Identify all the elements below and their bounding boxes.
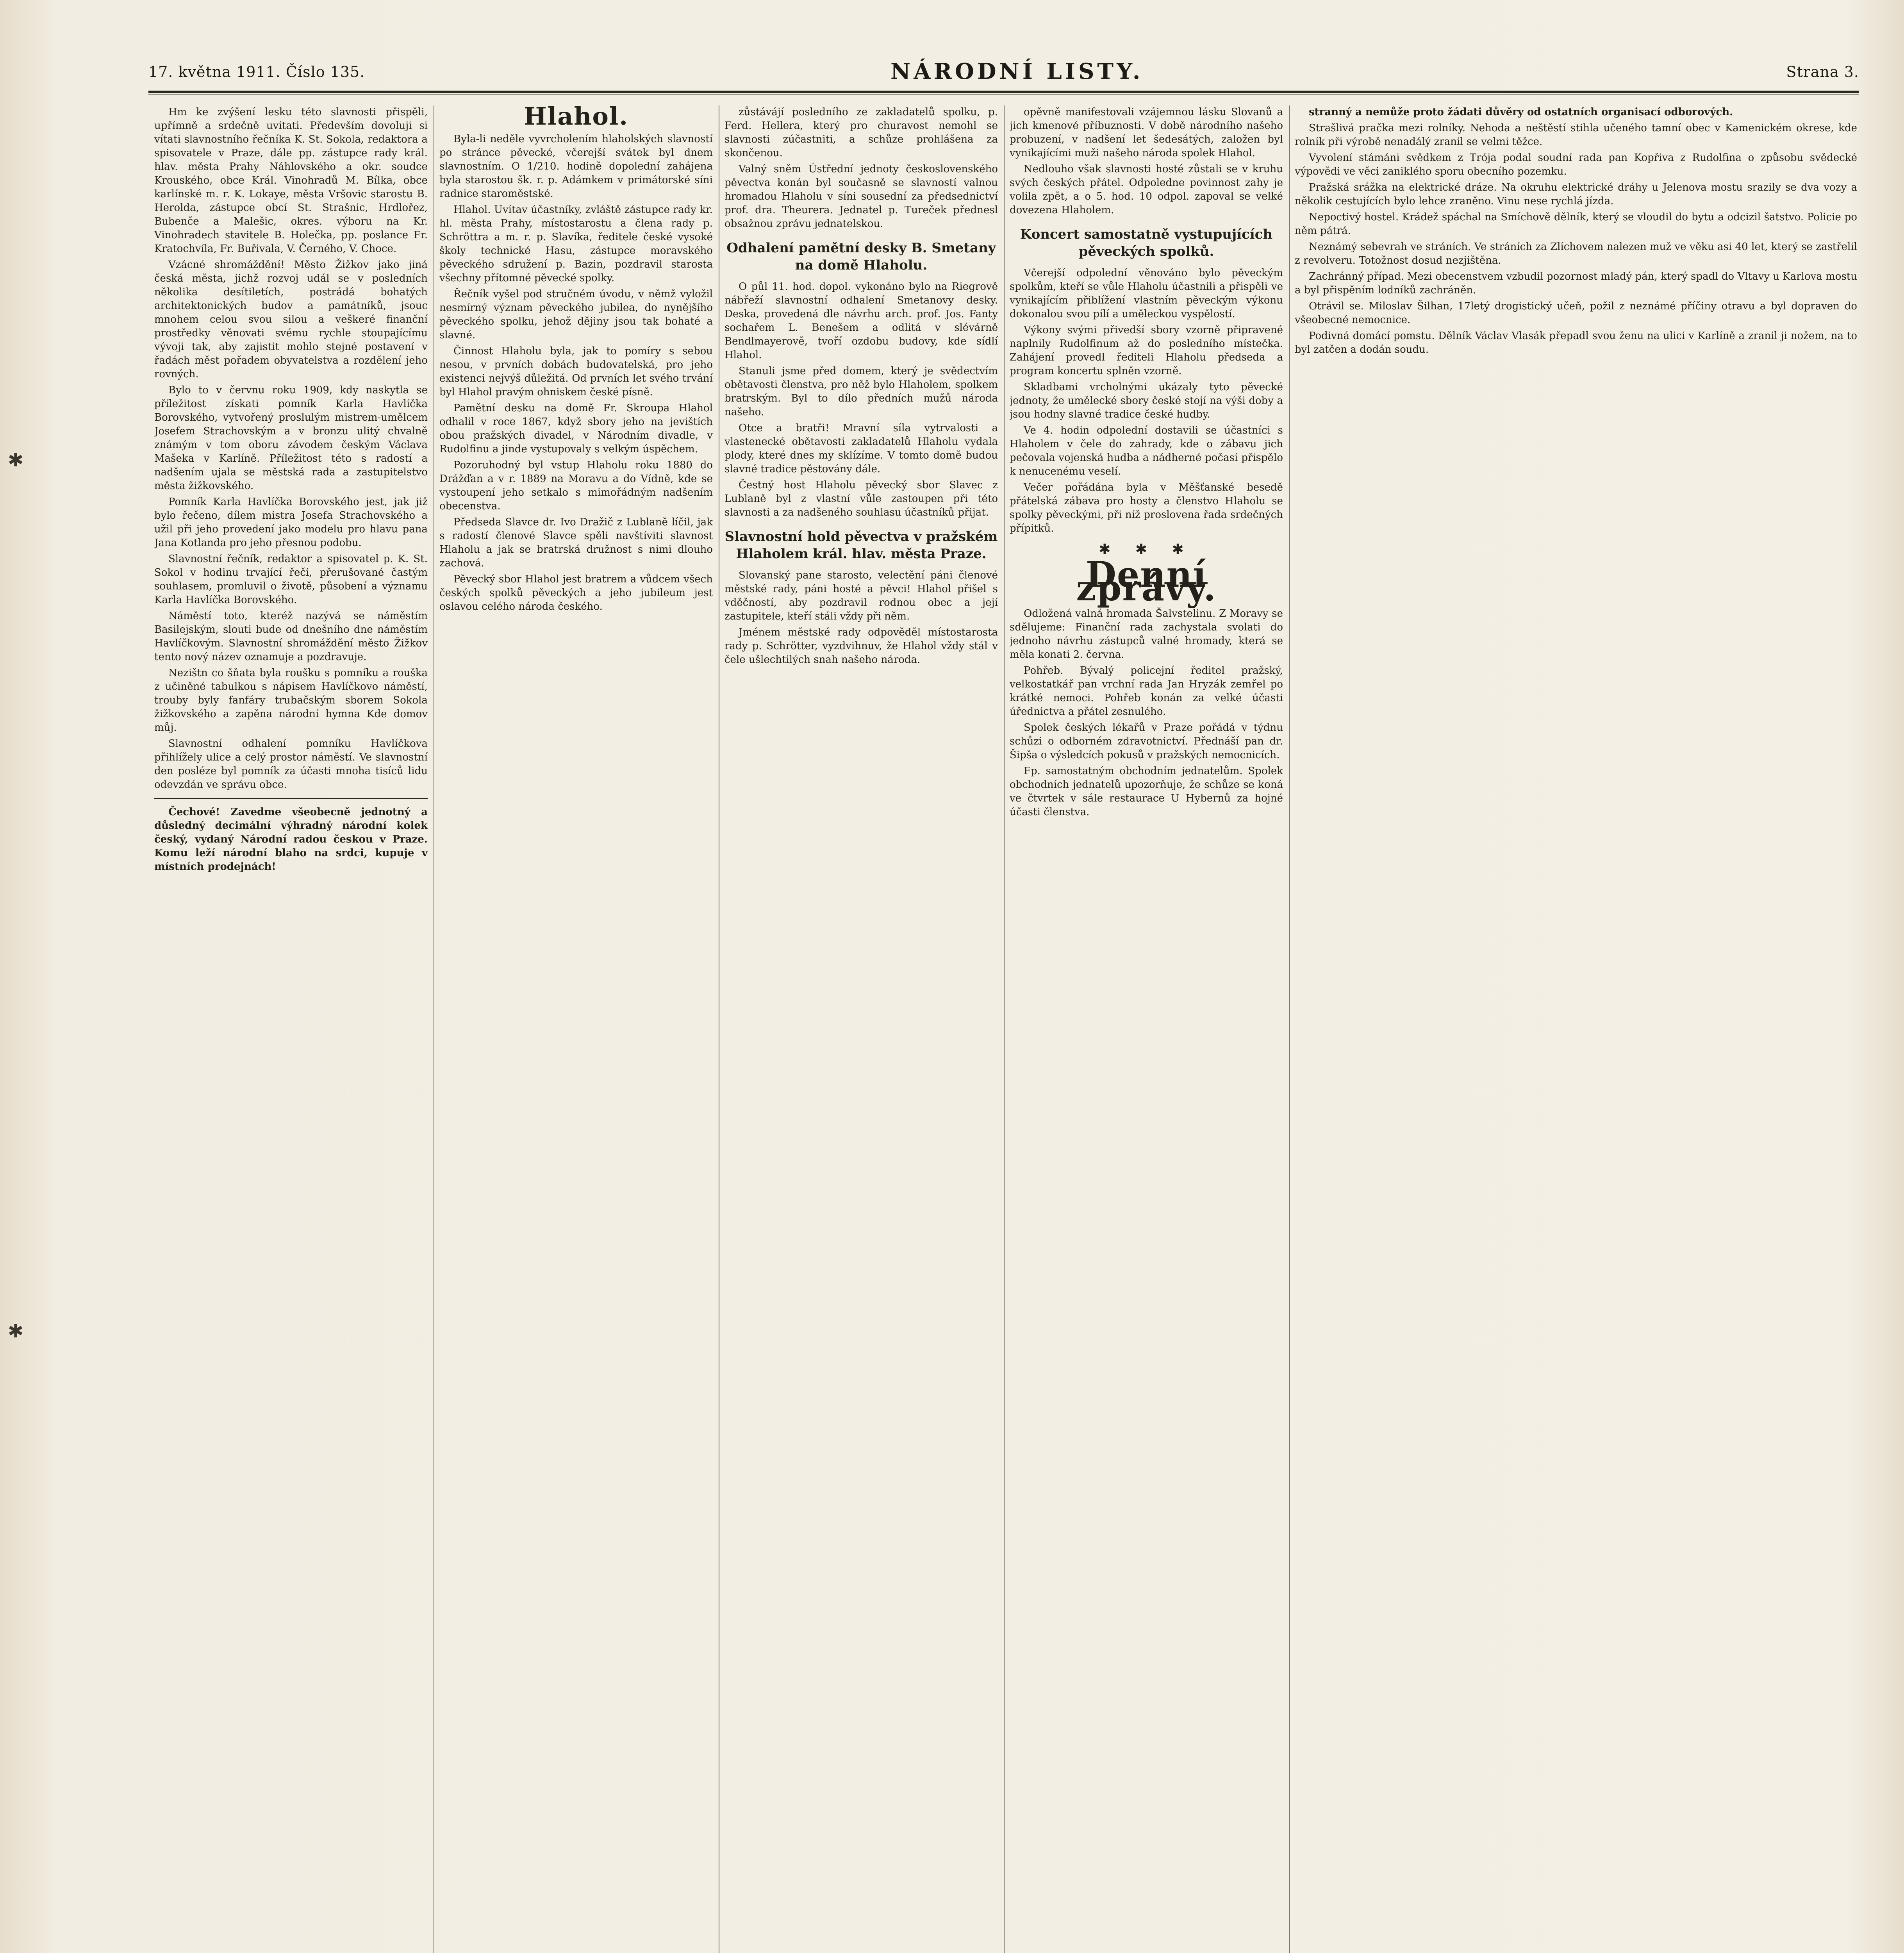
section-title: Odhalení pamětní desky B. Smetany na domě Hlaholu. (726, 240, 996, 273)
column-4 (1010, 105, 1283, 1953)
separator-stars: ✱ ✱ ✱ (1099, 541, 1194, 557)
paragraph: Vyvolení stámáni svědkem z Trója podal soudní rada pan Kopřiva z Rudolfina o způsobu svědecké výpovědi ve věci zaniklého sporu obecního pozemku. (1295, 152, 1857, 177)
paragraph: Byla-li neděle vyvrcholením hlaholských slavností po stránce pěvecké, včerejší svátek byl dnem slavnostním. O 1/210. hodině dopolední zahájena byla starostou šk. r. p. Adámkem v primátorské síni radnice staroměstské. (439, 133, 713, 200)
issue-date: 17. května 1911. Číslo 135. (148, 63, 365, 80)
masthead-title: NÁRODNÍ LISTY. (890, 59, 1144, 84)
section-title: Slavnostní hold pěvectva v pražském Hlaholem král. hlav. města Praze. (724, 529, 998, 562)
paragraph: Podivná domácí pomstu. Dělník Václav Vlasák přepadl svou ženu na ulici v Karlíně a zranil ji nožem, na to byl zatčen a dodán soudu. (1295, 330, 1857, 355)
paragraph: Skladbami vrcholnými ukázaly tyto pěvecké jednoty, že umělecké sbory české stojí na výši doby a jsou hodny slavné tradice české hudby. (1010, 381, 1283, 420)
header-rule (148, 91, 1859, 93)
paragraph: Pražská srážka na elektrické dráze. Na okruhu elektrické dráhy u Jelenova mostu srazily se dva vozy a několik cestujících bylo lehce zraněno. Vinu nese rychlá jízda. (1295, 182, 1857, 207)
column-divider (1289, 105, 1290, 1953)
paragraph: Nepoctivý hostel. Krádež spáchal na Smíchově dělník, který se vloudil do bytu a odcizil šatstvo. Policie po něm pátrá. (1295, 211, 1857, 237)
paragraph: Hm ke zvýšení lesku této slavnosti přispěli, upřímně a srdečně uvítati. Především dovoluji si vítati slavnostního řečníka K. St. Sokola, redaktora a spisovatele v Praze, dále pp. zástupce rady král. hlav. města Prahy Náhlovského a okr. soudce Krouského, obce Král. Vinohradů M. Bílka, obce karlínské m. r. K. Lokaye, města Vršovic starostu B. Herolda, zástupce obcí St. Strašnic, Hrdlořez, Bubenče a Malešic, okres. výboru na Kr. Vinohradech stavitele B. Holečka, pp. poslance Fr. Kratochvíla, Fr. Buřivala, V. Černého, V. Choce. (154, 106, 428, 255)
paragraph: Výkony svými přivedší sbory vzorně připravené naplnily Rudolfinum až do posledního místečka. Zahájení provedl řediteli Hlaholu předseda a program koncertu splněn vzorně. (1010, 324, 1283, 377)
paragraph: Pohřeb. Bývalý policejní ředitel pražský, velkostatkář pan vrchní rada Jan Hryzák zemřel po krátké nemoci. Pohřeb konán za velké účasti úřednictva a přátel zesnulého. (1010, 665, 1283, 718)
column-3 (724, 105, 998, 1953)
paragraph: Řečník vyšel pod stručném úvodu, v němž vyložil nesmírný význam pěveckého jubilea, do nynějšího pěveckého spolku, jehož dějiny jsou tak bohaté a slavné. (439, 288, 713, 341)
paragraph: stranný a nemůže proto žádati důvěry od ostatních organisací odborových. (1309, 106, 1733, 118)
paragraph: Slovanský pane starosto, velectění páni členové městské rady, páni hosté a pěvci! Hlahol přišel s vděčností, aby pozdravil rodnou obec a její zastupitele, kteří stáli vždy při něm. (724, 569, 998, 622)
paragraph: Předseda Slavce dr. Ivo Dražič z Lublaně líčil, jak s radostí členové Slavce spěli navštíviti slavnost Hlaholu a jak se bratrská družnost s nimi dlouho zachová. (439, 516, 713, 569)
paragraph: Vzácné shromáždění! Město Žižkov jako jiná česká města, jichž rozvoj udál se v posledních několika desítiletích, postrádá bohatých architektonických budov a památníků, jsouc mnohem celou svou silou a veškeré finanční prostředky věnovati svému rychle stoupajícímu vývoji tak, aby zajistit mohlo stejné postavení v řadách měst pořadem obyvatelstva a rozdělení jeho rovných. (154, 259, 428, 380)
paragraph: Zachránný případ. Mezi obecenstvem vzbudil pozornost mladý pán, který spadl do Vltavy u Karlova mostu a byl přispěním lodníků zachráněn. (1295, 271, 1857, 296)
paragraph: Spolek českých lékařů v Praze pořádá v týdnu schůzi o odborném zdravotnictví. Přednáší pan dr. Šipša o výsledcích pokusů v pražských nemocnicích. (1010, 722, 1283, 761)
paragraph: O půl 11. hod. dopol. vykonáno bylo na Riegrově nábřeží slavnostní odhalení Smetanovy desky. Deska, provedená dle návrhu arch. prof. Jos. Fanty sochařem L. Benešem a odlitá v slévárně Bendlmayerově, tvoří ozdobu budovy, kde sídlí Hlahol. (724, 281, 998, 361)
column-5 (1295, 105, 1857, 1953)
paragraph: Otce a bratři! Mravní síla vytrvalosti a vlastenecké obětavosti zakladatelů Hlaholu vydala plody, které dnes my sklízíme. V tomto domě budou slavné tradice pěstovány dále. (724, 422, 998, 475)
paragraph: Čestný host Hlaholu pěvecký sbor Slavec z Lublaně byl z vlastní vůle zastoupen při této slavnosti a za nadšeného souhlasu účastníků přijat. (724, 479, 998, 518)
article-title: Hlahol. (524, 105, 628, 130)
page-header (148, 59, 1859, 86)
paragraph: opěvně manifestovali vzájemnou lásku Slovanů a jich kmenové příbuznosti. V době národního našeho probuzení, v nadšení let šedesátých, založen byl vynikajícími muži našeho národa spolek Hlahol. (1010, 106, 1283, 159)
paragraph: Náměstí toto, kteréž nazývá se náměstím Basilejským, slouti bude od dnešního dne náměstím Havlíčkovým. Slavnostní shromáždění město Žižkov tento nový název oznamuje a pozdravuje. (154, 610, 428, 663)
paragraph: Strašlivá pračka mezi rolníky. Nehoda a neštěstí stihla učeného tamní obec v Kamenickém okrese, kde rolník při výrobě nenadálý zranil se velmi těžce. (1295, 122, 1857, 148)
paragraph: Fp. samostatným obchodním jednatelům. Spolek obchodních jednatelů upozorňuje, že schůze se koná ve čtvrtek v sále restaurace U Hybernů za hojné účasti členstva. (1010, 765, 1283, 818)
divider (154, 798, 428, 799)
paragraph: zůstávájí posledního ze zakladatelů spolku, p. Ferd. Hellera, který pro churavost nemohl se slavnosti zúčastniti, a schůze prohlášena za skončenou. (724, 106, 998, 159)
paragraph: Slavnostní řečník, redaktor a spisovatel p. K. St. Sokol v hodinu trvající řeči, přerušované častým souhlasem, promluvil o životě, působení a významu Karla Havlíčka Borovského. (154, 553, 428, 606)
paragraph: Stanuli jsme před domem, který je svědectvím obětavosti členstva, pro něž bylo Hlaholem, spolkem bratrským. Byl to dílo předních mužů národa našeho. (724, 365, 998, 418)
section-heading: Denní zprávy. (1076, 554, 1217, 609)
paragraph: Otrávil se. Miloslav Šilhan, 17letý drogistický učeň, požil z neznámé příčiny otravu a byl dopraven do všeobecné nemocnice. (1295, 300, 1857, 326)
advert-paragraph: Čechové! Zavedme všeobecně jednotný a důsledný decimální výhradný národní kolek český, vydaný Národní radou českou v Praze. Komu leží národní blaho na srdci, kupuje v místních prodejnách! (154, 806, 428, 873)
column-divider (1004, 105, 1005, 1953)
paragraph: Pěvecký sbor Hlahol jest bratrem a vůdcem všech českých spolků pěveckých a jeho jubileum jest oslavou celého národa českého. (439, 573, 713, 612)
paragraph: Hlahol. Uvítav účastníky, zvláště zástupce rady kr. hl. města Prahy, místostarostu a člena rady p. Schröttra a m. r. p. Slavíka, ředitele české vysoké školy technické Hasu, zástupce moravského pěveckého sdružení p. Bazin, pozdravil starosta všechny přítomné pěvecké spolky. (439, 204, 713, 284)
paragraph: Včerejší odpolední věnováno bylo pěveckým spolkům, kteří se vůle Hlaholu účastnili a přispěli ve vynikajícím přiblížení vlastním pěveckým výkonu dokonalou svou pílí a uměleckou vyspělostí. (1010, 267, 1283, 320)
paragraph: Odložená valná hromada Šalvstelinu. Z Moravy se sdělujeme: Finanční rada zachystala svolati do jednoho návrhu zástupců valné hromady, která se měla konati 2. června. (1010, 608, 1283, 661)
paragraph: Slavnostní odhalení pomníku Havlíčkova přihlížely ulice a celý prostor náměstí. Ve slavnostní den posléze byl pomník za účasti mnoha tisíců lidu odevzdán ve správu obce. (154, 738, 428, 791)
column-2 (439, 105, 713, 1953)
paragraph: Neznámý sebevrah ve stráních. Ve stráních za Zlíchovem nalezen muž ve věku asi 40 let, který se zastřelil z revolveru. Totožnost dosud nezjištěna. (1295, 241, 1857, 266)
paragraph: Jménem městské rady odpověděl místostarosta rady p. Schrötter, vyzdvihnuv, že Hlahol vždy stál v čele ušlechtilých snah našeho národa. (724, 627, 998, 666)
paragraph: Večer pořádána byla v Měšťanské besedě přátelská zábava pro hosty a členstvo Hlaholu se spolky pěveckými, při níž proslovena řada srdečných přípitků. (1010, 482, 1283, 534)
paragraph: Bylo to v červnu roku 1909, kdy naskytla se příležitost získati pomník Karla Havlíčka Borovského, vytvořený proslulým mistrem-umělcem Josefem Strachovským a v bronzu ulitý chvalně známým v tom oboru závodem českým Václava Mašeka v Karlíně. Příležitost této s radostí a nadšením ujala se městská rada a zastupitelstvo města žižkovského. (154, 384, 428, 492)
paragraph: Pozoruhodný byl vstup Hlaholu roku 1880 do Drážďan a v r. 1889 na Moravu a do Vídně, kde se vystoupení jeho setkalo s mimořádným nadšením obecenstva. (439, 459, 713, 512)
paragraph: Nezištn co šňata byla roušku s pomníku a rouška z učiněné tabulkou s nápisem Havlíčkovo náměstí, trouby byly fanfáry trubačským sborem Sokola žižkovského a zapěna národní hymna Kde domov můj. (154, 667, 428, 734)
paragraph: Činnost Hlaholu byla, jak to pomíry s sebou nesou, v prvních dobách budovatelská, pro jeho existenci nejvýš důležitá. Od prvních let svého trvání byl Hlahol pravým ohniskem české písně. (439, 345, 713, 398)
binding-mark-icon: ✱ (8, 449, 24, 471)
column-1 (154, 105, 428, 1953)
paragraph: Pamětní desku na domě Fr. Skroupa Hlahol odhalil v roce 1867, když sbory jeho na jevištích obou pražských divadel, v Národním divadle, v Rudolfinu a jinde vystupovaly s velkým úspěchem. (439, 402, 713, 455)
section-title: Koncert samostatně vystupujících pěveckých spolků. (1020, 227, 1273, 259)
binding-mark-icon: ✱ (8, 1320, 24, 1342)
page-number: Strana 3. (1786, 63, 1859, 80)
paragraph: Ve 4. hodin odpolední dostavili se účastníci s Hlaholem v čele do zahrady, kde o zábavu jich pečovala vojenská hudba a nádherné počasí přispělo k nenucenému veselí. (1010, 425, 1283, 477)
paragraph: Nedlouho však slavnosti hosté zůstali se v kruhu svých českých přátel. Odpoledne povinnost zahy je volila zpět, a o 5. hod. 10 odpol. zapoval se velké dovezena Hlaholem. (1010, 163, 1283, 216)
paragraph: Pomník Karla Havlíčka Borovského jest, jak již bylo řečeno, dílem mistra Josefa Strachovského a užil při jeho provedení jako modelu pro hlavu pana Jana Kotlanda pro jeho přesnou podobu. (154, 496, 428, 549)
paragraph: Valný sněm Ústřední jednoty československého pěvectva konán byl současně se slavností valnou hromadou Hlaholu v síni sousední za předsednictví prof. dra. Theurera. Jednatel p. Tureček přednesl obsažnou zprávu jednatelskou. (724, 163, 998, 230)
